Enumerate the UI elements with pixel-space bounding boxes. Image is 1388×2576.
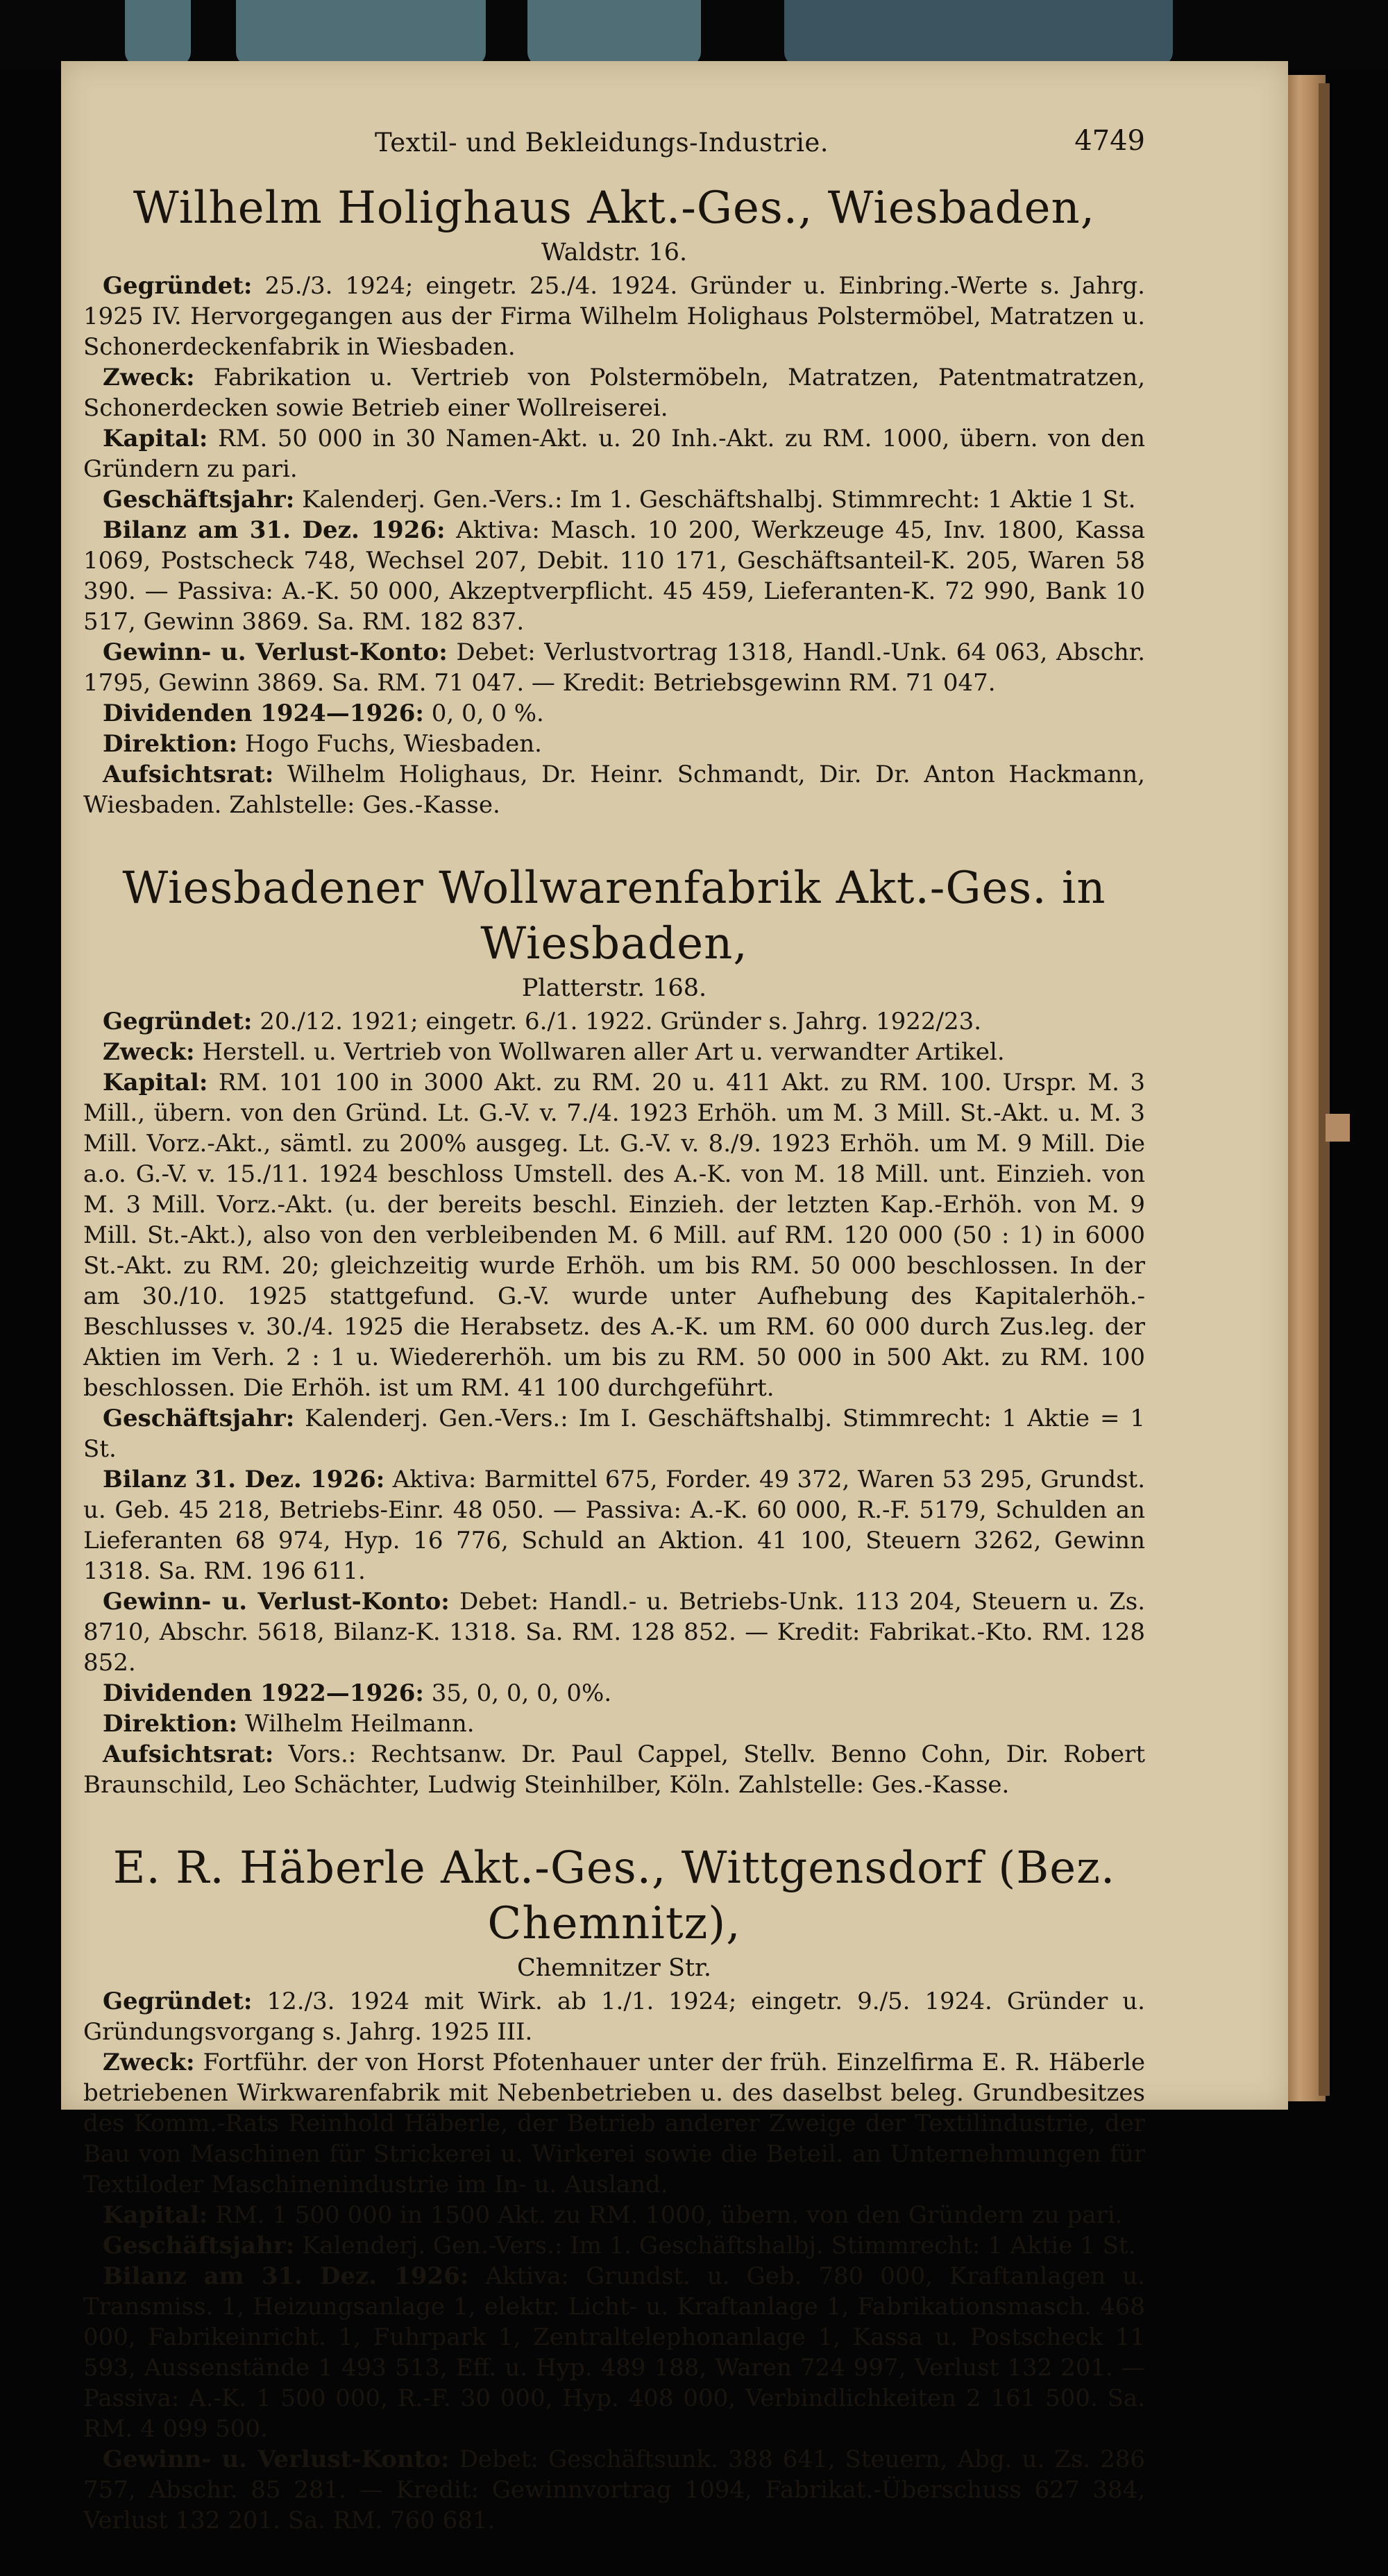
field-text: Kalenderj. Gen.-Vers.: Im I. Geschäftshalbj. Stimmrecht: 1 Aktie = 1 St. [83, 1405, 1145, 1463]
company-address: Chemnitzer Str. [516, 1954, 712, 1982]
book-spine-edge [1319, 83, 1330, 2096]
scan-artifact [236, 0, 486, 66]
field-text: Wilhelm Heilmann. [244, 1710, 475, 1738]
scan-top-strip [0, 0, 1388, 69]
field-text: Debet: Geschäftsunk. 388 641, Steuern, Abg. u. Zs. 286 757, Abschr. 85 281. — Kredit: Gewinnvortrag 1094, Fabrikat.-Überschuss 627 384, Verlust 132 201. Sa. RM. 760 681. [83, 2446, 1146, 2534]
field-label: Dividenden 1922—1926: [103, 1679, 424, 1707]
field-text: Aktiva: Masch. 10 200, Werkzeuge 45, Inv. 1800, Kassa 1069, Postscheck 748, Wechsel 207, Debit. 110 171, Geschäftsanteil-K. 205, Waren 58 390. — Passiva: A.-K. 50 000, Akzeptverpflicht. 45 459, Lieferanten-K. 72 990, Bank 10 517, Gewinn 3869. Sa. RM. 182 837. [83, 516, 1145, 636]
field-label: Zweck: [103, 2049, 195, 2076]
company-address: Waldstr. 16. [541, 239, 688, 266]
company-title: E. R. Häberle Akt.-Ges., Wittgensdorf (Bez. Chemnitz), [112, 1842, 1116, 1949]
field-label: Geschäftsjahr: [103, 1405, 295, 1432]
company-address: Platterstr. 168. [521, 974, 707, 1002]
field-text: Hogo Fuchs, Wiesbaden. [244, 730, 542, 758]
field-text: Aktiva: Barmittel 675, Forder. 49 372, Waren 53 295, Grundst. u. Geb. 45 218, Betriebs-Einr. 48 050. — Passiva: A.-K. 60 000, R.-F. 5179, Schulden an Lieferanten 68 974, Hyp. 16 776, Schuld an Aktion. 41 100, Steuern 3262, Gewinn 1318. Sa. RM. 196 611. [83, 1466, 1145, 1585]
page-number: 4749 [1074, 125, 1145, 157]
running-header [83, 125, 1145, 173]
field-text: Debet: Verlustvortrag 1318, Handl.-Unk. 64 063, Abschr. 1795, Gewinn 3869. Sa. RM. 71 047. — Kredit: Betriebsgewinn RM. 71 047. [83, 638, 1145, 697]
field-label: Gegründet: [103, 1008, 253, 1035]
company-entry [83, 180, 1145, 820]
field-text: 0, 0, 0 %. [431, 700, 544, 727]
field-text: Herstell. u. Vertrieb von Wollwaren aller Art u. verwandter Artikel. [202, 1038, 1005, 1066]
field-label: Kapital: [103, 425, 208, 452]
field-label: Gegründet: [103, 1988, 253, 2015]
field-label: Zweck: [103, 364, 195, 391]
field-text: 20./12. 1921; eingetr. 6./1. 1922. Gründer s. Jahrg. 1922/23. [260, 1008, 982, 1035]
field-label: Direktion: [103, 1710, 238, 1738]
company-entry [83, 1840, 1145, 2536]
page-tab [1326, 1114, 1350, 1142]
field-label: Aufsichtsrat: [103, 761, 274, 788]
field-text: 12./3. 1924 mit Wirk. ab 1./1. 1924; eingetr. 9./5. 1924. Gründer u. Gründungsvorgang s. Jahrg. 1925 III. [83, 1988, 1145, 2046]
field-label: Bilanz am 31. Dez. 1926: [103, 2262, 469, 2290]
field-label: Aufsichtsrat: [103, 1740, 274, 1768]
field-text: 35, 0, 0, 0, 0%. [431, 1679, 612, 1707]
field-text: Fabrikation u. Vertrieb von Polstermöbeln, Matratzen, Patentmatratzen, Schonerdecken sowie Betrieb einer Wollreiserei. [83, 364, 1145, 422]
field-label: Bilanz am 31. Dez. 1926: [103, 516, 446, 544]
field-text: Vors.: Rechtsanw. Dr. Paul Cappel, Stellv. Benno Cohn, Dir. Robert Braunschild, Leo Schächter, Ludwig Steinhilber, Köln. Zahlstelle: Ges.-Kasse. [83, 1740, 1146, 1799]
company-title: Wiesbadener Wollwarenfabrik Akt.-Ges. in Wiesbaden, [122, 863, 1106, 969]
page-content [83, 125, 1145, 2576]
company-title: Wilhelm Holighaus Akt.-Ges., Wiesbaden, [133, 183, 1096, 234]
field-label: Gegründet: [103, 272, 253, 300]
field-label: Direktion: [103, 730, 238, 758]
field-label: Kapital: [103, 2201, 208, 2229]
field-label: Gewinn- u. Verlust-Konto: [103, 638, 448, 666]
field-text: Aktiva: Grundst. u. Geb. 780 000, Kraftanlagen u. Transmiss. 1, Heizungsanlage 1, elektr. Licht- u. Kraftanlage 1, Fabrikationsmasch. 468 000, Fabrikeinricht. 1, Fuhrpark 1, Zentraltelephonanlage 1, Kassa u. Postscheck 11 593, Aussenstände 1 493 513, Eff. u. Hyp. 489 188, Waren 724 997, Verlust 132 201. — Passiva: A.-K. 1 500 000, R.-F. 30 000, Hyp. 408 000, Verbindlichkeiten 2 161 500. Sa. RM. 4 099 500. [83, 2262, 1145, 2443]
field-label: Bilanz 31. Dez. 1926: [103, 1466, 385, 1493]
field-label: Dividenden 1924—1926: [103, 700, 424, 727]
field-label: Kapital: [103, 1069, 208, 1096]
field-label: Gewinn- u. Verlust-Konto: [103, 2446, 450, 2473]
field-text: Kalenderj. Gen.-Vers.: Im 1. Geschäftshalbj. Stimmrecht: 1 Aktie 1 St. [302, 2232, 1136, 2260]
field-text: Kalenderj. Gen.-Vers.: Im 1. Geschäftshalbj. Stimmrecht: 1 Aktie 1 St. [302, 486, 1136, 514]
field-text: Wilhelm Holighaus, Dr. Heinr. Schmandt, Dir. Dr. Anton Hackmann, Wiesbaden. Zahlstelle: Ges.-Kasse. [83, 761, 1145, 819]
scan-artifact [527, 0, 701, 66]
company-entry [83, 861, 1145, 1800]
field-text: 25./3. 1924; eingetr. 25./4. 1924. Gründer u. Einbring.-Werte s. Jahrg. 1925 IV. Hervorgegangen aus der Firma Wilhelm Holighaus Polstermöbel, Matratzen u. Schonerdeckenfabrik in Wiesbaden. [83, 272, 1145, 361]
field-text: RM. 50 000 in 30 Namen-Akt. u. 20 Inh.-Akt. zu RM. 1000, übern. von den Gründern zu pari. [83, 425, 1145, 483]
scan-artifact [125, 0, 191, 66]
field-label: Zweck: [103, 1038, 195, 1066]
field-text: RM. 101 100 in 3000 Akt. zu RM. 20 u. 411 Akt. zu RM. 100. Urspr. M. 3 Mill., übern. von den Gründ. Lt. G.-V. v. 7./4. 1923 Erhöh. um M. 3 Mill. St.-Akt. u. M. 3 Mill. Vorz.-Akt., sämtl. zu 200% ausgeg. Lt. G.-V. v. 8./9. 1923 Erhöh. um M. 9 Mill. Die a.o. G.-V. v. 15./11. 1924 beschloss Umstell. des A.-K. von M. 18 Mill. unt. Einzieh. von M. 3 Mill. Vorz.-Akt. (u. der bereits beschl. Einzieh. der letzten Kap.-Erhöh. von M. 9 Mill. St.-Akt.), also von den verbleibenden M. 6 Mill. auf RM. 120 000 (50 : 1) in 6000 St.-Akt. zu RM. 20; gleichzeitig wurde Erhöh. um bis RM. 50 000 beschlossen. In der am 30./10. 1925 stattgefund. G.-V. wurde unter Aufhebung des Kapitalerhöh.-Beschlusses v. 30./4. 1925 die Herabsetz. des A.-K. um RM. 60 000 durch Zus.leg. der Aktien im Verh. 2 : 1 u. Wiedererhöh. um bis zu RM. 50 000 in 500 Akt. zu RM. 100 beschlossen. Die Erhöh. ist um RM. 41 100 durchgeführt. [83, 1069, 1146, 1402]
field-text: RM. 1 500 000 in 1500 Akt. zu RM. 1000, übern. von den Gründern zu pari. [215, 2201, 1123, 2229]
scan-artifact [784, 0, 1173, 66]
header-title: Textil- und Bekleidungs-Industrie. [375, 128, 829, 158]
field-label: Gewinn- u. Verlust-Konto: [103, 1588, 450, 1616]
field-text: Debet: Handl.- u. Betriebs-Unk. 113 204, Steuern u. Zs. 8710, Abschr. 5618, Bilanz-K. 1318. Sa. RM. 128 852. — Kredit: Fabrikat.-Kto. RM. 128 852. [83, 1588, 1145, 1677]
field-text: Fortführ. der von Horst Pfotenhauer unter der früh. Einzelfirma E. R. Häberle betriebenen Wirkwarenfabrik mit Nebenbetrieben u. des daselbst beleg. Grundbesitzes des Komm.-Rats Reinhold Häberle, der Betrieb anderer Zweige der Textilindustrie, der Bau von Maschinen für Strickerei u. Wirkerei sowie die Beteil. an Unternehmungen für Textiloder Maschinenindustrie im In- u. Ausland. [83, 2049, 1145, 2198]
field-label: Geschäftsjahr: [103, 486, 295, 514]
field-label: Geschäftsjahr: [103, 2232, 295, 2260]
